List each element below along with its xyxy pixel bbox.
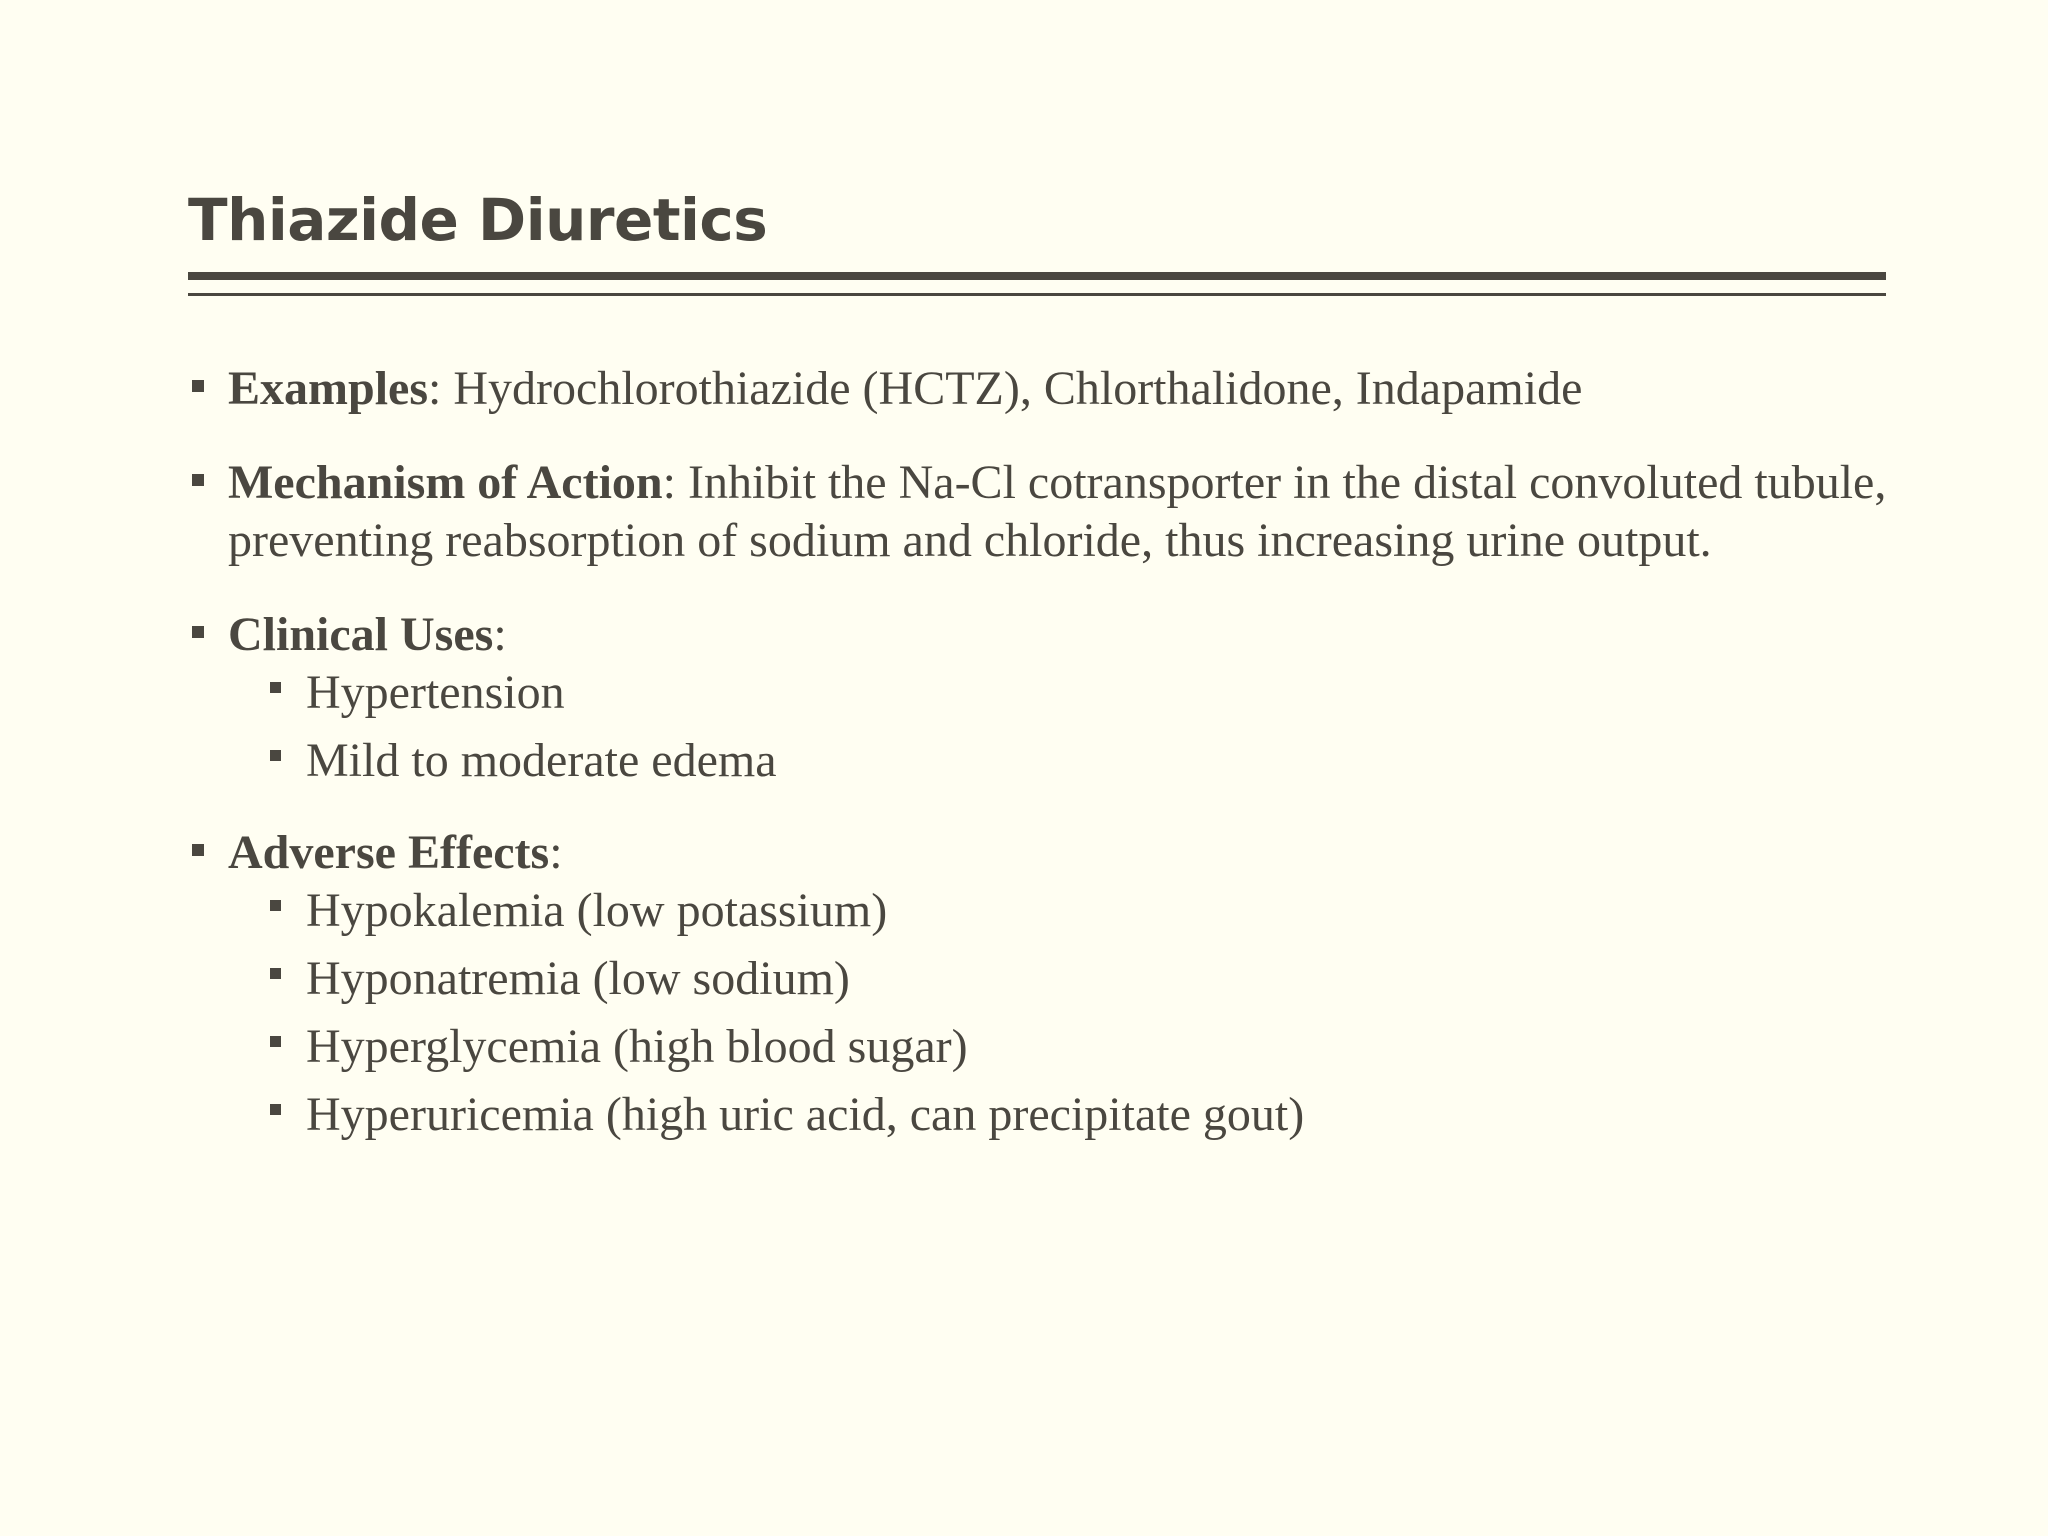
item-label: Adverse Effects: [228, 826, 550, 879]
sub-item-text: Mild to moderate edema: [306, 734, 777, 787]
square-bullet-icon: [270, 900, 281, 911]
item-label: Examples: [228, 362, 429, 415]
square-bullet-icon: [270, 750, 281, 761]
slide-body: [188, 360, 1888, 1144]
sub-item: [188, 1018, 1888, 1076]
item-label: Clinical Uses: [228, 608, 494, 661]
sub-item-text: Hypokalemia (low potassium): [306, 884, 888, 937]
sub-item-text: Hypertension: [306, 666, 565, 719]
sub-item-text: Hyponatremia (low sodium): [306, 952, 850, 1005]
square-bullet-icon: [192, 474, 204, 486]
sub-item: [188, 732, 1888, 790]
bullet-item-examples: [188, 360, 1888, 418]
item-text: Hydrochlorothiazide (HCTZ), Chlorthalidone, Indapamide: [453, 362, 1583, 415]
bullet-item-mechanism: [188, 454, 1888, 570]
title-rule-thin: [188, 293, 1886, 296]
item-label: Mechanism of Action: [228, 456, 663, 509]
sub-item: [188, 882, 1888, 940]
square-bullet-icon: [192, 380, 204, 392]
bullet-item-clinical-uses: [188, 606, 1888, 664]
square-bullet-icon: [192, 844, 204, 856]
square-bullet-icon: [270, 682, 281, 693]
square-bullet-icon: [270, 1104, 281, 1115]
sub-item: [188, 664, 1888, 722]
item-separator: :: [549, 826, 563, 879]
sub-item: [188, 950, 1888, 1008]
square-bullet-icon: [192, 626, 204, 638]
item-separator: :: [662, 456, 688, 509]
adverse-effects-subitems: [188, 882, 1888, 1144]
bullet-item-adverse-effects: [188, 824, 1888, 882]
sub-item: [188, 1086, 1888, 1144]
square-bullet-icon: [270, 1036, 281, 1047]
sub-item-text: Hyperuricemia (high uric acid, can precipitate gout): [306, 1088, 1305, 1141]
item-separator: :: [428, 362, 454, 415]
slide-title: Thiazide Diuretics: [188, 186, 768, 254]
sub-item-text: Hyperglycemia (high blood sugar): [306, 1020, 968, 1073]
title-rule-thick: [188, 272, 1886, 280]
item-separator: :: [493, 608, 507, 661]
item-text: Inhibit the Na-Cl cotransporter in the distal convoluted tubule, preventing reabsorption of sodium and chloride, thus increasing urine output.: [228, 456, 1887, 567]
clinical-uses-subitems: [188, 664, 1888, 790]
square-bullet-icon: [270, 968, 281, 979]
